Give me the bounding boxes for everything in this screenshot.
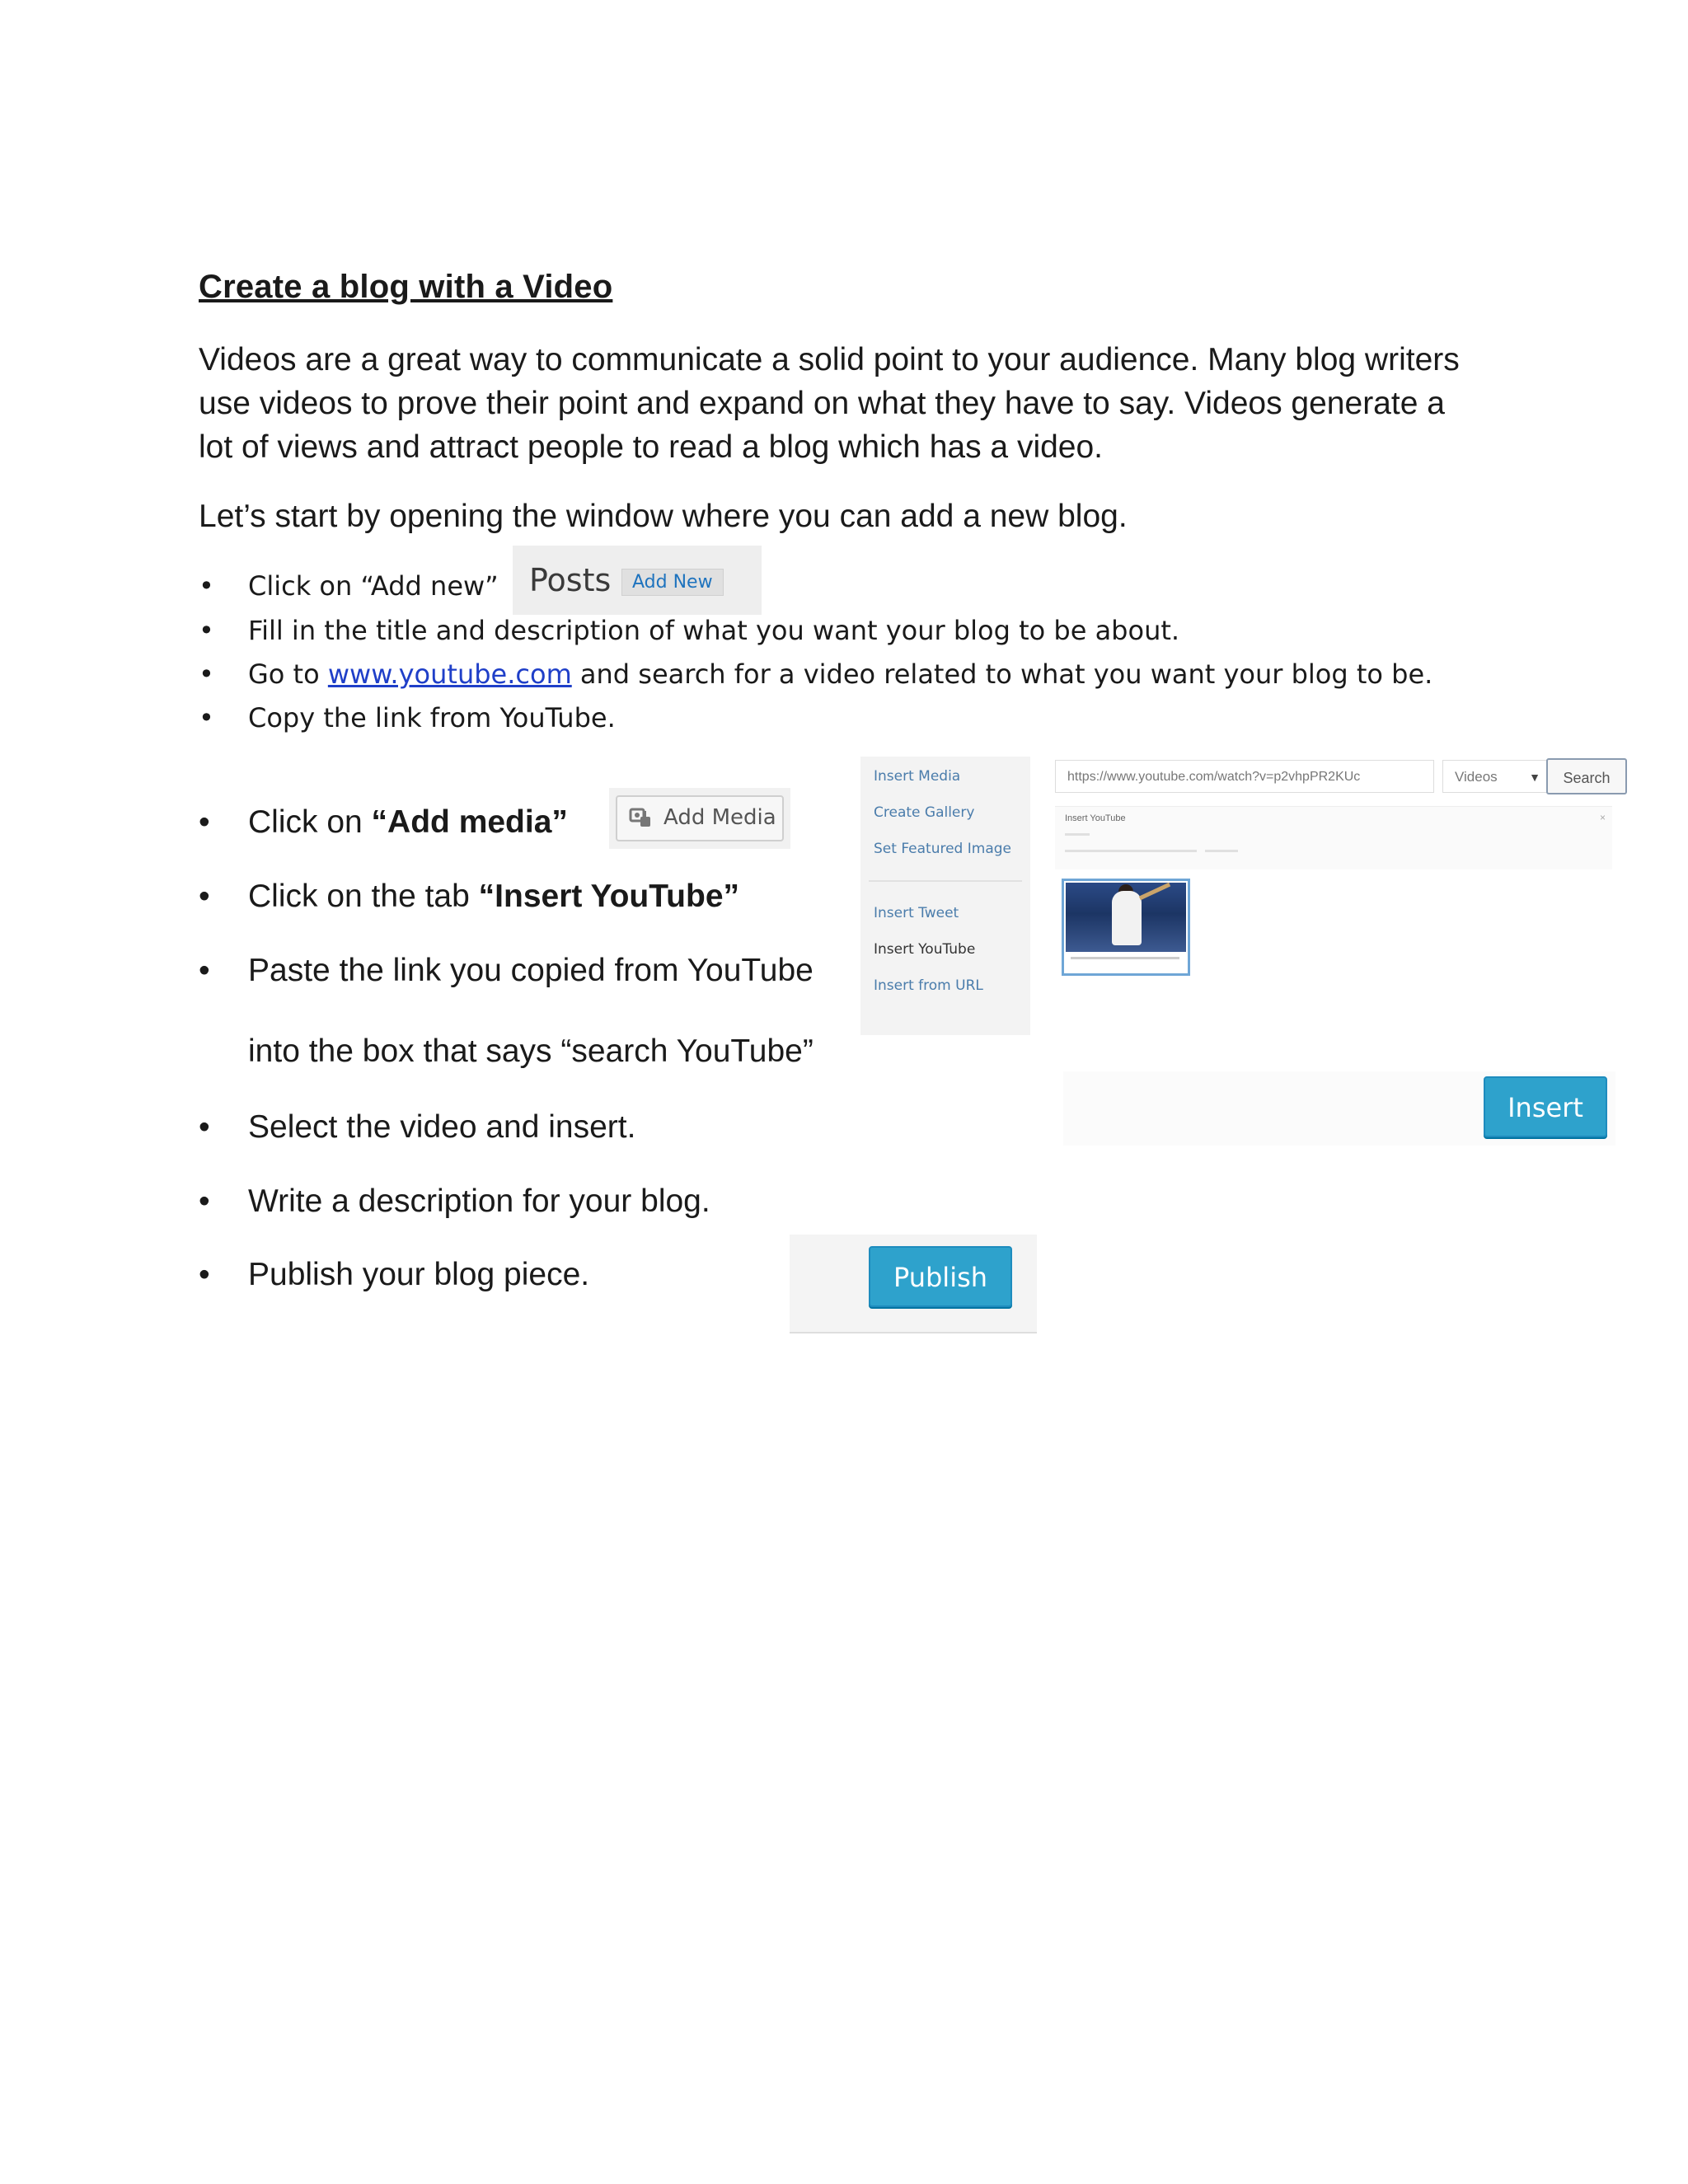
- page-title: Create a blog with a Video: [199, 269, 613, 305]
- start-paragraph: Let’s start by opening the window where you can add a new blog.: [199, 499, 1128, 534]
- media-icon: [629, 807, 654, 830]
- type-select[interactable]: Videos ▼: [1442, 760, 1550, 793]
- close-icon[interactable]: ×: [1599, 812, 1606, 823]
- add-media-screenshot: [609, 788, 790, 849]
- add-new-button[interactable]: Add New: [621, 569, 724, 596]
- search-button[interactable]: Search: [1546, 758, 1627, 794]
- panel-title: Insert YouTube: [1065, 813, 1126, 823]
- intro-paragraph: Videos are a great way to communicate a solid point to your audience. Many blog writers use videos to prove their point and expand on what they have to say. Videos generate a lot of views and attract people to read a blog which has a video.: [199, 342, 1460, 465]
- menu-insert-youtube[interactable]: Insert YouTube: [874, 941, 976, 958]
- baseball-player-image: [1066, 883, 1186, 952]
- posts-header-screenshot: [513, 546, 762, 615]
- insert-button[interactable]: Insert: [1484, 1076, 1607, 1137]
- add-media-button[interactable]: Add Media: [616, 795, 784, 841]
- results-panel: [1055, 806, 1612, 869]
- placeholder-line: [1205, 850, 1238, 852]
- publish-screenshot: [790, 1235, 1037, 1333]
- media-menu: [860, 757, 1030, 1035]
- youtube-url-input[interactable]: https://www.youtube.com/watch?v=p2vhpPR2KUc: [1055, 760, 1434, 793]
- placeholder-line: [1065, 850, 1197, 852]
- menu-set-featured-image[interactable]: Set Featured Image: [874, 841, 1011, 857]
- video-thumbnail[interactable]: [1062, 879, 1190, 976]
- posts-label: Posts: [529, 562, 612, 598]
- thumbnail-caption: [1071, 957, 1179, 959]
- menu-create-gallery[interactable]: Create Gallery: [874, 804, 975, 821]
- placeholder-line: [1065, 833, 1090, 836]
- menu-divider: [869, 880, 1022, 882]
- menu-insert-from-url[interactable]: Insert from URL: [874, 977, 983, 994]
- dropdown-arrow-icon: ▼: [1529, 771, 1540, 784]
- publish-button[interactable]: Publish: [869, 1246, 1012, 1307]
- youtube-link[interactable]: www.youtube.com: [327, 658, 572, 690]
- menu-insert-tweet[interactable]: Insert Tweet: [874, 905, 959, 921]
- menu-insert-media[interactable]: Insert Media: [874, 768, 961, 785]
- youtube-search-panel: [1055, 757, 1632, 1012]
